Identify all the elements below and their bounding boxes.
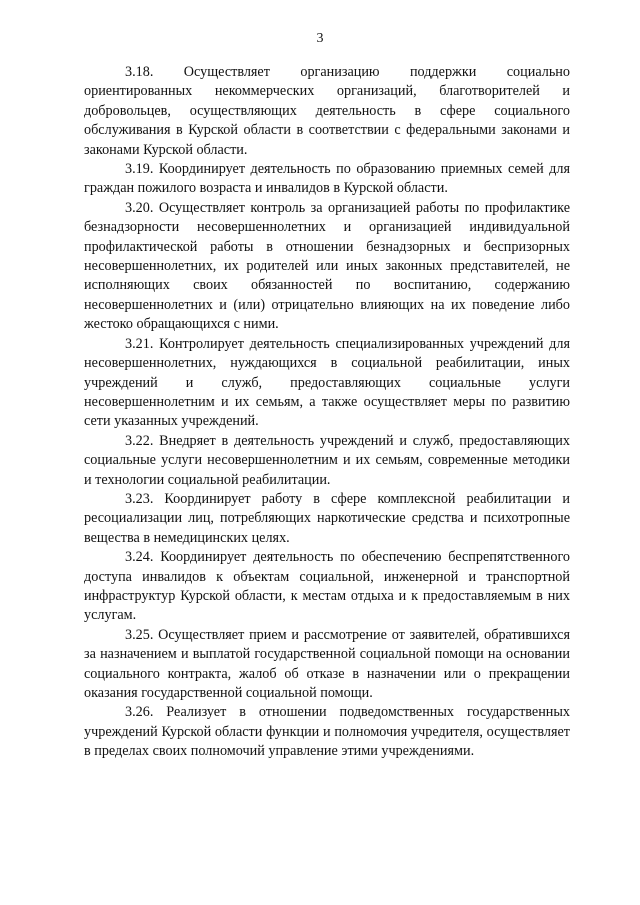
paragraph-3-19: 3.19. Координирует деятельность по образованию приемных семей для граждан пожилого возраста и инвалидов в Курской области.	[84, 161, 570, 197]
paragraph-3-21: 3.21. Контролирует деятельность специализированных учреждений для несовершеннолетних, нуждающихся в социальной реабилитации, иных учреждений и служб, предоставляющих социальные услуги несовершеннолетним и их семьям, а также осуществляет меры по развитию сети указанных учреждений.	[84, 335, 570, 430]
paragraph-3-25: 3.25. Осуществляет прием и рассмотрение от заявителей, обратившихся за назначением и выплатой государственной социальной помощи на основании социального контракта, жалоб об отказе в назначении или о прекращении оказания государственной социальной помощи.	[84, 626, 570, 701]
paragraph-3-20: 3.20. Осуществляет контроль за организацией работы по профилактике безнадзорности несовершеннолетних и организацией индивидуальной профилактической работы в отношении безнадзорных и беспризорных несовершеннолетних, их родителей или иных законных представителей, не исполняющих своих обязанностей по воспитанию, содержанию несовершеннолетних и (или) отрицательно влияющих на их поведение либо жестоко обращающихся с ними.	[84, 199, 570, 333]
paragraph-3-26: 3.26. Реализует в отношении подведомственных государственных учреждений Курской области функции и полномочия учредителя, осуществляет в пределах своих полномочий управление этими учреждениями.	[84, 704, 570, 760]
document-body	[84, 63, 570, 762]
paragraph-3-18: 3.18. Осуществляет организацию поддержки социально ориентированных некоммерческих организаций, благотворителей и добровольцев, осуществляющих деятельность в сфере социального обслуживания в Курской области в соответствии с федеральными законами и законами Курской области.	[84, 64, 570, 158]
paragraph-3-23: 3.23. Координирует работу в сфере комплексной реабилитации и ресоциализации лиц, потребляющих наркотические средства и психотропные вещества в немедицинских целях.	[84, 490, 570, 546]
paragraph-3-22: 3.22. Внедряет в деятельность учреждений и служб, предоставляющих социальные услуги несовершеннолетним и их семьям, современные методики и технологии социальной реабилитации.	[84, 432, 570, 488]
page-number: 3	[316, 31, 324, 46]
paragraph-3-24: 3.24. Координирует деятельность по обеспечению беспрепятственного доступа инвалидов к объектам социальной, инженерной и транспортной инфраструктур Курской области, к местам отдыха и к предоставляемым в них услугам.	[84, 549, 570, 624]
